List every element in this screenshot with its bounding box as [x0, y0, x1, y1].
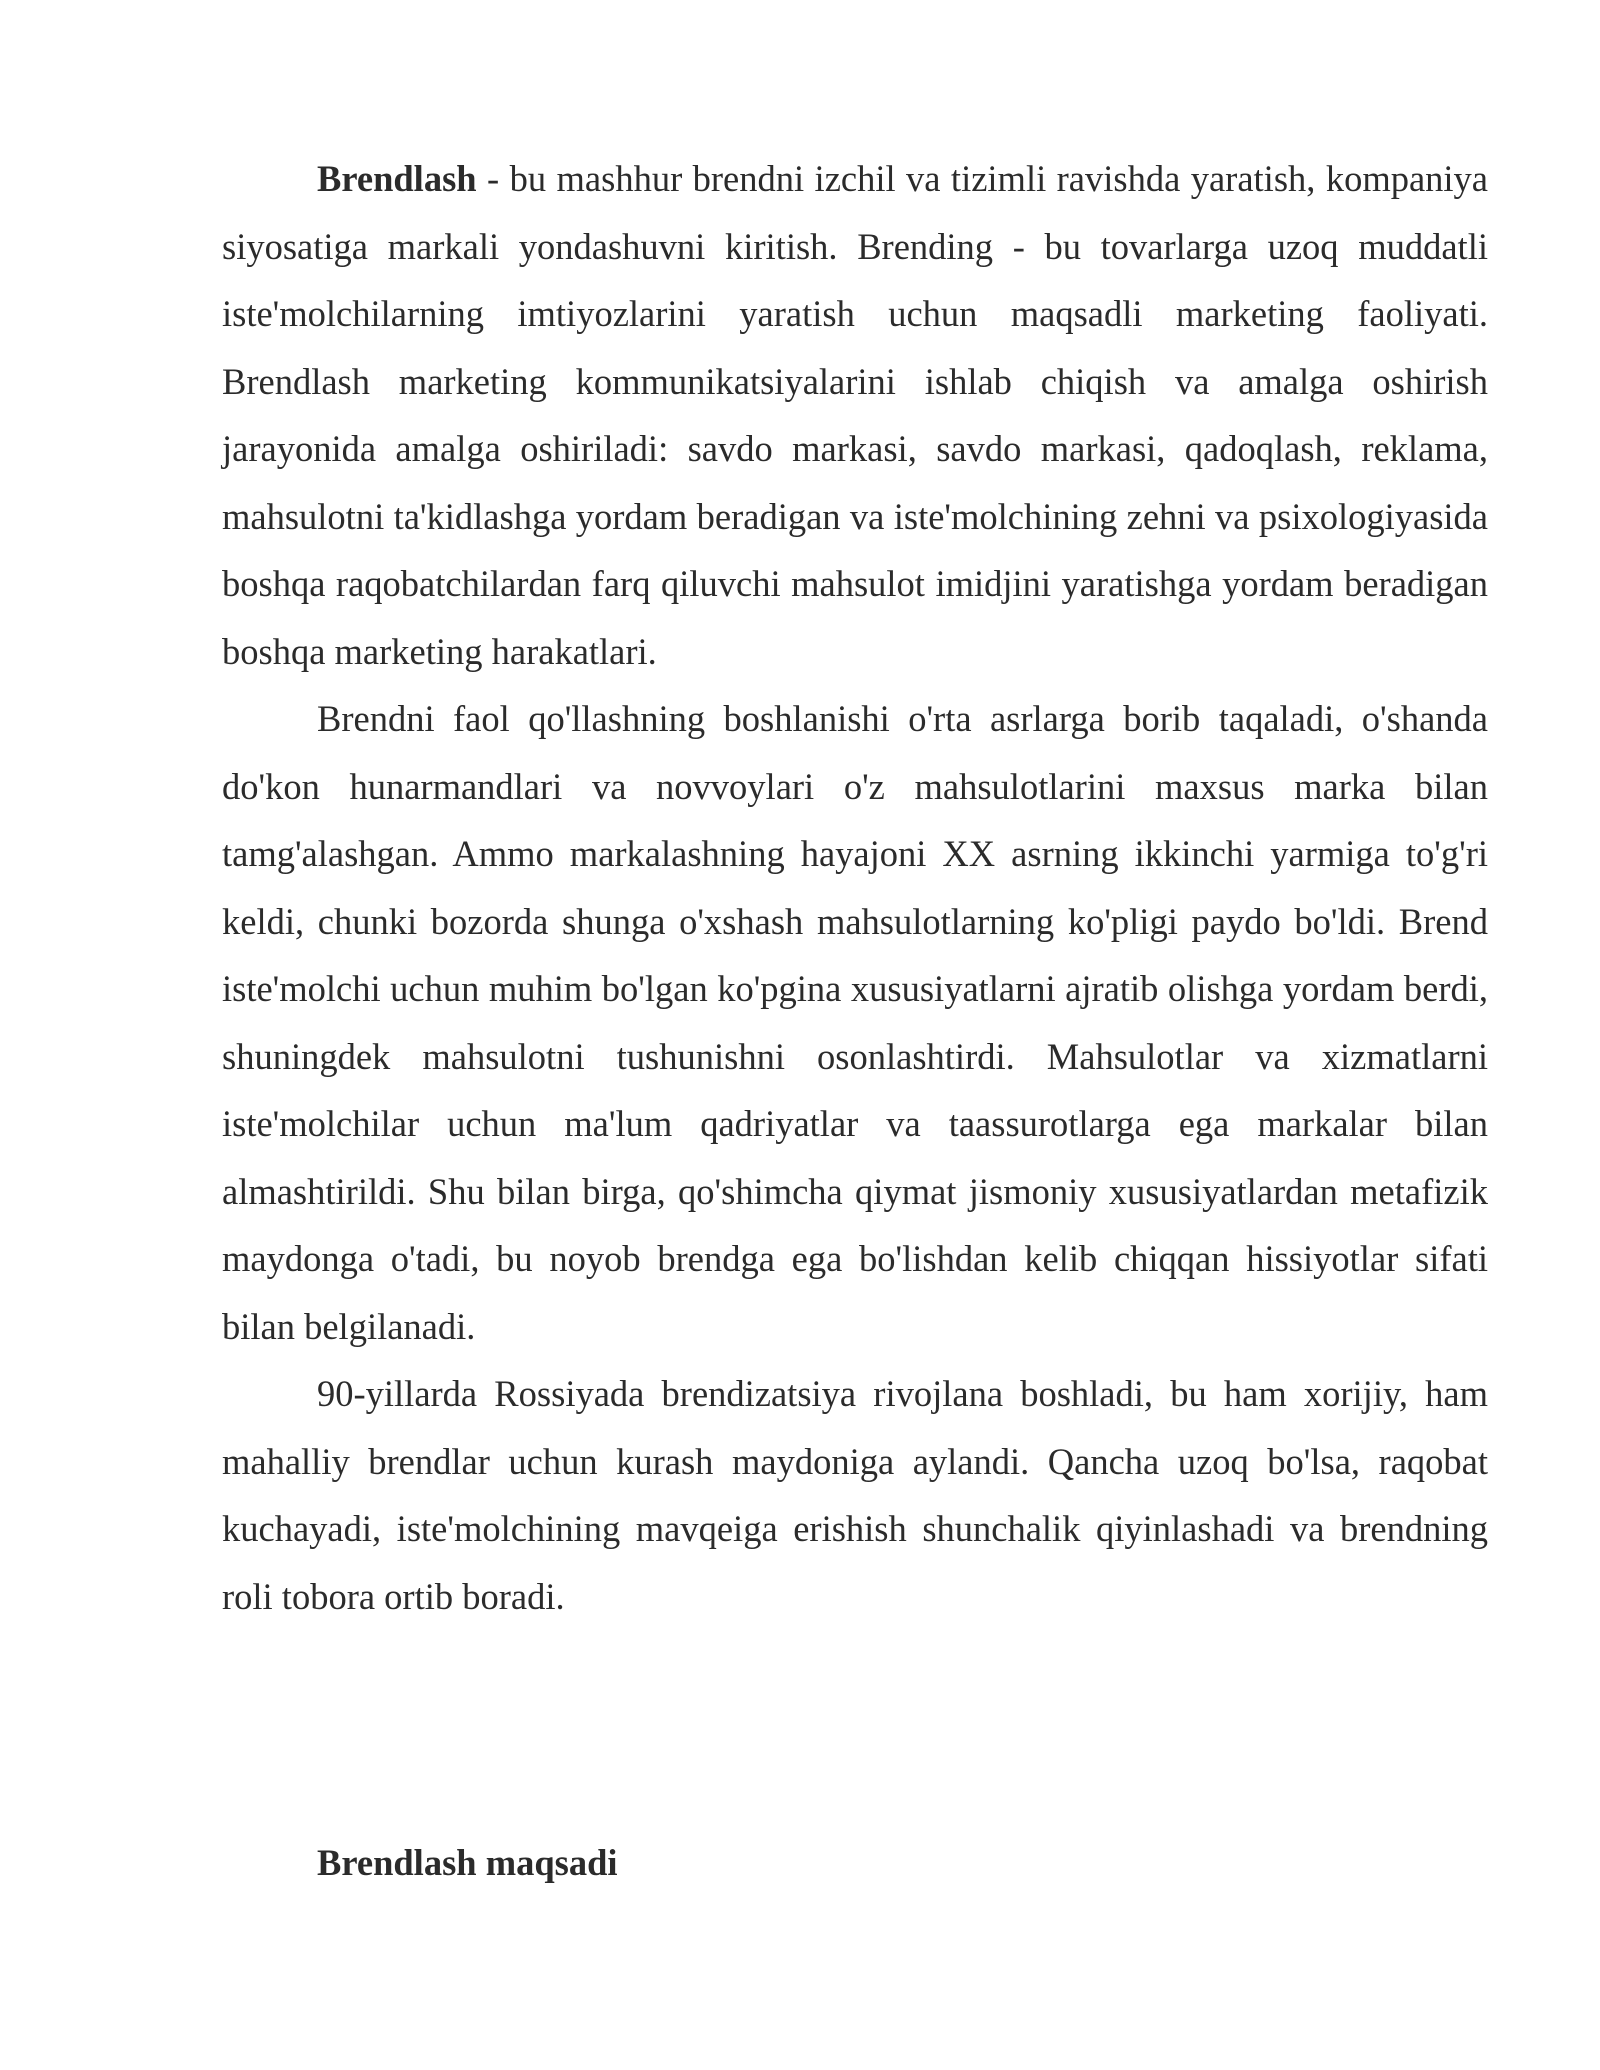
term-brendlash: Brendlash [317, 158, 477, 199]
paragraph-intro [222, 145, 1488, 685]
paragraph-history: Brendni faol qo'llashning boshlanishi o'rta asrlarga borib taqaladi, o'shanda do'kon hunarmandlari va novvoylari o'z mahsulotlarini maxsus marka bilan tamg'alashgan. Ammo markalashning hayajoni XX asrning ikkinchi yarmiga to'g'ri keldi, chunki bozorda shunga o'xshash mahsulotlarning ko'pligi paydo bo'ldi. Brend iste'molchi uchun muhim bo'lgan ko'pgina xususiyatlarni ajratib olishga yordam berdi, shuningdek mahsulotni tushunishni osonlashtirdi. Mahsulotlar va xizmatlarni iste'molchilar uchun ma'lum qadriyatlar va taassurotlarga ega markalar bilan almashtirildi. Shu bilan birga, qo'shimcha qiymat jismoniy xususiyatlardan metafizik maydonga o'tadi, bu noyob brendga ega bo'lishdan kelib chiqqan hissiyotlar sifati bilan belgilanadi. [222, 698, 1488, 1347]
section-heading: Brendlash maqsadi [317, 1842, 618, 1883]
document-body [222, 145, 1488, 1630]
paragraph-russia: 90-yillarda Rossiyada brendizatsiya rivojlana boshladi, bu ham xorijiy, ham mahalliy brendlar uchun kurash maydoniga aylandi. Qancha uzoq bo'lsa, raqobat kuchayadi, iste'molchining mavqeiga erishish shunchalik qiyinlashadi va brendning roli tobora ortib boradi. [222, 1373, 1488, 1617]
paragraph-intro-text: - bu mashhur brendni izchil va tizimli ravishda yaratish, kompaniya siyosatiga markali yondashuvni kiritish. Brending - bu tovarlarga uzoq muddatli iste'molchilarning imtiyozlarini yaratish uchun maqsadli marketing faoliyati. Brendlash marketing kommunikatsiyalarini ishlab chiqish va amalga oshirish jarayonida amalga oshiriladi: savdo markasi, savdo markasi, qadoqlash, reklama, mahsulotni ta'kidlashga yordam beradigan va iste'molchining zehni va psixologiyasida boshqa raqobatchilardan farq qiluvchi mahsulot imidjini yaratishga yordam beradigan boshqa marketing harakatlari. [222, 158, 1488, 672]
